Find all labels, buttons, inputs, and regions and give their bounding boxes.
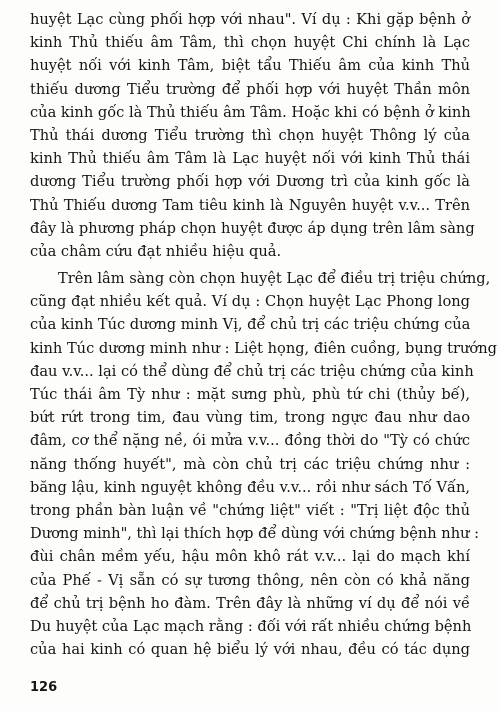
text-line: để chủ trị bệnh ho đàm. Trên đây là những ví dụ để nói về bbox=[30, 594, 470, 612]
text-line: bứt rứt trong tim, đau vùng tim, trong ngực đau như dao bbox=[30, 409, 470, 427]
text-line: cũng đạt nhiều kết quả. Ví dụ : Chọn huyệt Lạc Phong long bbox=[30, 293, 470, 311]
paragraph-2 bbox=[30, 267, 497, 661]
body-text bbox=[30, 8, 497, 661]
paragraph-1 bbox=[30, 8, 475, 263]
text-line: Du huyệt của Lạc mạch rằng : đối với rất nhiều chứng bệnh bbox=[30, 617, 472, 635]
text-line: thiếu dương Tiểu trường để phối hợp với huyệt Thần môn bbox=[30, 80, 470, 98]
text-line: dương Tiểu trường phối hợp với Dương trì của kinh gốc là bbox=[30, 173, 470, 191]
text-line: băng lậu, kinh nguyệt không đều v.v... rồi như sách Tố Vấn, bbox=[30, 478, 470, 496]
text-line: đâm, cơ thể nặng nề, ói mửa v.v... đồng thời do "Tỳ có chức bbox=[30, 432, 470, 450]
text-line: năng thống huyết", mà còn chủ trị các triệu chứng như : bbox=[30, 455, 470, 473]
text-line: của châm cứu đạt nhiều hiệu quả. bbox=[30, 242, 282, 260]
text-line: Thủ Thiếu dương Tam tiêu kinh là Nguyên huyệt v.v... Trên bbox=[30, 196, 470, 214]
page-number: 126 bbox=[30, 680, 58, 695]
text-line: Túc thái âm Tỳ như : mặt sưng phù, phù tứ chi (thủy bế), bbox=[30, 386, 470, 403]
text-line: kinh Túc dương minh như : Liệt họng, điên cuồng, bụng trướng bbox=[30, 339, 497, 357]
text-line: huyệt nối với kinh Tâm, biệt tẩu Thiếu âm của kinh Thủ bbox=[30, 57, 470, 75]
text-line: huyệt Lạc cùng phối hợp với nhau". Ví dụ : Khi gặp bệnh ở bbox=[30, 11, 470, 28]
text-line: kinh Thủ thiếu âm Tâm là Lạc huyệt nối với kinh Thủ thái bbox=[30, 150, 470, 168]
text-line: Thủ thái dương Tiểu trường thì chọn huyệt Thông lý của bbox=[30, 126, 470, 144]
text-line: trong phần bàn luận về "chứng liệt" viết : "Trị liệt độc thủ bbox=[30, 501, 470, 519]
text-line: đây là phương pháp chọn huyệt được áp dụng trên lâm sàng bbox=[30, 219, 475, 237]
text-line: của kinh gốc là Thủ thiếu âm Tâm. Hoặc khi có bệnh ở kinh bbox=[30, 103, 471, 121]
text-line: đùi chân mềm yếu, hậu môn khô rát v.v... lại do mạch khí bbox=[30, 548, 470, 566]
text-line: của hai kinh có quan hệ biểu lý với nhau, đều có tác dụng bbox=[30, 641, 470, 659]
text-line: kinh Thủ thiếu âm Tâm, thì chọn huyệt Chi chính là Lạc bbox=[30, 34, 470, 52]
text-line: Dương minh", thì lại thích hợp để dùng với chứng bệnh như : bbox=[30, 525, 480, 543]
text-line: đau v.v... lại có thể dùng để chủ trị các triệu chứng của kinh bbox=[30, 362, 474, 380]
text-line: của kinh Túc dương minh Vị, để chủ trị các triệu chứng của bbox=[30, 316, 471, 334]
text-line: Trên lâm sàng còn chọn huyệt Lạc để điều trị triệu chứng, bbox=[58, 270, 491, 288]
text-line: của Phế - Vị sẵn có sự tương thông, nên còn có khả năng bbox=[30, 571, 470, 589]
